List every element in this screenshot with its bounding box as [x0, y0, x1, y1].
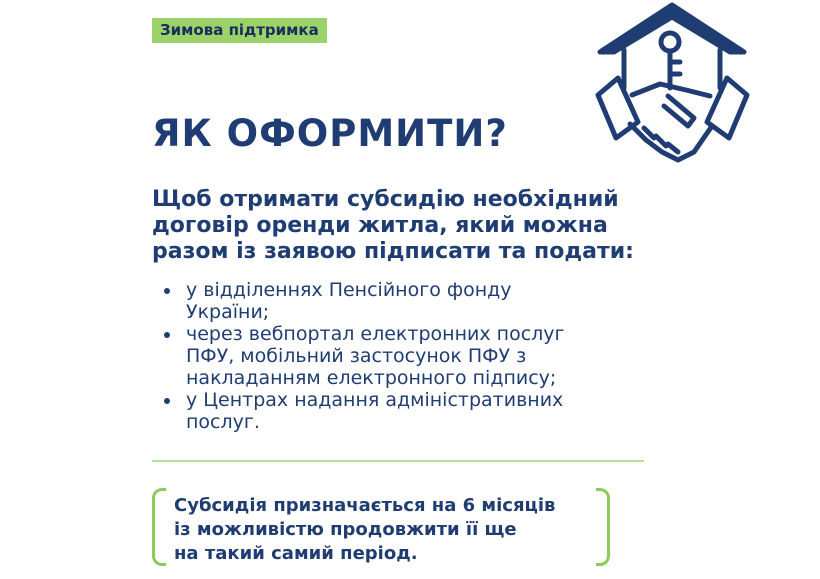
list-item-line: у відділеннях Пенсійного фонду	[186, 279, 512, 301]
note-box	[152, 488, 610, 568]
right-bracket-icon	[596, 488, 610, 566]
note-line: на такий самий період.	[174, 543, 418, 564]
left-bracket-icon	[152, 488, 166, 566]
list-item	[164, 279, 664, 323]
list-item-line: послуг.	[186, 411, 260, 433]
lead-paragraph	[152, 187, 672, 265]
submission-options-list	[164, 279, 664, 433]
list-item-line: через вебпортал електронних послуг	[186, 323, 565, 345]
note-text	[174, 494, 555, 566]
section-divider	[152, 460, 644, 462]
list-item	[164, 389, 664, 433]
list-item-line: накладанням електронного підпису;	[186, 367, 557, 389]
lead-line: Щоб отримати субсидію необхідний	[152, 187, 619, 212]
note-line: із можливістю продовжити її ще	[174, 519, 517, 540]
house-key-handshake-icon	[590, 0, 755, 185]
list-item-line: ПФУ, мобільний застосунок ПФУ з	[186, 345, 527, 367]
list-item-line: у Центрах надання адміністративних	[186, 389, 564, 411]
category-badge: Зимова підтримка	[152, 18, 327, 43]
list-item	[164, 323, 664, 389]
list-item-line: України;	[186, 301, 270, 323]
note-line: Субсидія призначається на 6 місяців	[174, 495, 556, 516]
lead-line: разом із заявою підписати та подати:	[152, 239, 634, 264]
lead-line: договір оренди житла, який можна	[152, 213, 608, 238]
page-title: ЯК ОФОРМИТИ?	[152, 112, 508, 155]
